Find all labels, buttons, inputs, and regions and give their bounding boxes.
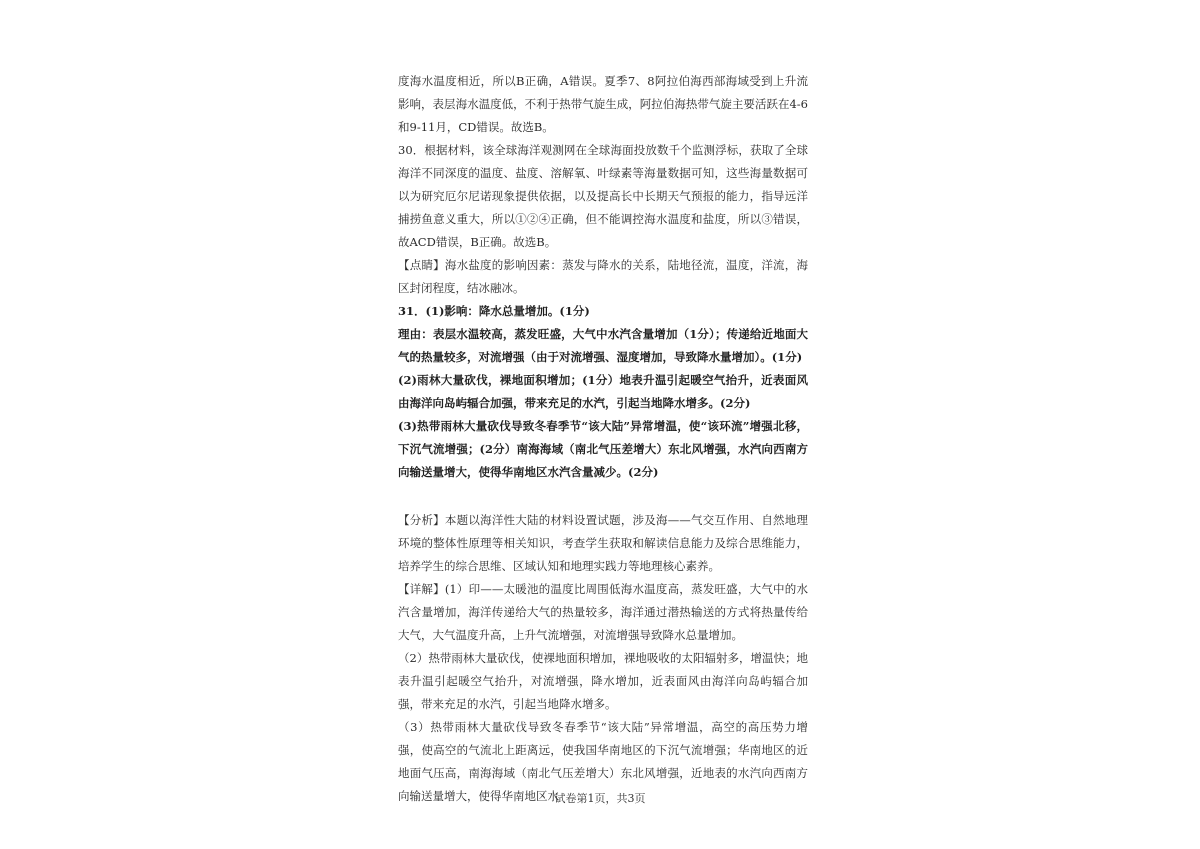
answer-31-part2: (2)雨林大量砍伐，裸地面积增加；(1分）地表升温引起暖空气抬升，近表面风由海洋向岛屿辐合加强，带来充足的水汽，引起当地降水增多。(2分) — [398, 373, 808, 410]
paragraph-xiangjie-3: （3）热带雨林大量砍伐导致冬春季节“该大陆”异常增温，高空的高压势力增强，使高空的气流北上距离远，使我国华南地区的下沉气流增强；华南地区的近地面气压高，南海海域（南北气压差增大）东北风增强，近地表的水汽向西南方向输送量增大，使得华南地区水 — [398, 720, 808, 803]
paragraph-fenxi: 【分析】本题以海洋性大陆的材料设置试题，涉及海——气交互作用、自然地理环境的整体性原理等相关知识，考查学生获取和解读信息能力及综合思维能力，培养学生的综合思维、区域认知和地理实践力等地理核心素养。 — [398, 513, 808, 573]
paragraph-q30: 30．根据材料，该全球海洋观测网在全球海面投放数千个监测浮标，获取了全球海洋不同深度的温度、盐度、溶解氧、叶绿素等海量数据可知，这些海量数据可以为研究厄尔尼诺现象提供依据，以及提高长中长期天气预报的能力，指导远洋捕捞鱼意义重大，所以①②④正确，但不能调控海水温度和盐度，所以③错误，故ACD错误，B正确。故选B。 — [398, 143, 808, 249]
paragraph-xiangjie-2: （2）热带雨林大量砍伐，使裸地面积增加，裸地吸收的太阳辐射多，增温快；地表升温引起暖空气抬升，对流增强，降水增加，近表面风由海洋向岛屿辐合加强，带来充足的水汽，引起当地降水增多。 — [398, 651, 808, 711]
document-page — [398, 70, 808, 808]
answer-31-reason: 理由：表层水温较高，蒸发旺盛，大气中水汽含量增加（1分）；传递给近地面大气的热量较多，对流增强（由于对流增强、湿度增加，导致降水量增加）。(1分) — [398, 327, 808, 364]
answer-31-part1: 31．(1)影响：降水总量增加。(1分) — [398, 304, 590, 318]
paragraph-q29-end: 度海水温度相近，所以B正确，A错误。夏季7、8阿拉伯海西部海域受到上升流影响，表层海水温度低，不利于热带气旋生成，阿拉伯海热带气旋主要活跃在4-6和9-11月，CD错误。故选B。 — [398, 74, 808, 134]
section-gap — [398, 484, 808, 509]
answer-31-part3: (3)热带雨林大量砍伐导致冬春季节“该大陆”异常增温，使“该环流”增强北移，下沉气流增强；(2分）南海海域（南北气压差增大）东北风增强，水汽向西南方向输送量增大，使得华南地区水汽含量减少。(2分) — [398, 419, 808, 479]
paragraph-dianjing: 【点睛】海水盐度的影响因素：蒸发与降水的关系，陆地径流，温度，洋流，海区封闭程度，结冰融冰。 — [398, 258, 808, 295]
paragraph-xiangjie-1: 【详解】(1）印——太暖池的温度比周围低海水温度高，蒸发旺盛，大气中的水汽含量增加，海洋传递给大气的热量较多，海洋通过潜热输送的方式将热量传给大气，大气温度升高，上升气流增强，对流增强导致降水总量增加。 — [398, 582, 808, 642]
page-footer: 试卷第1页，共3页 — [554, 792, 646, 805]
